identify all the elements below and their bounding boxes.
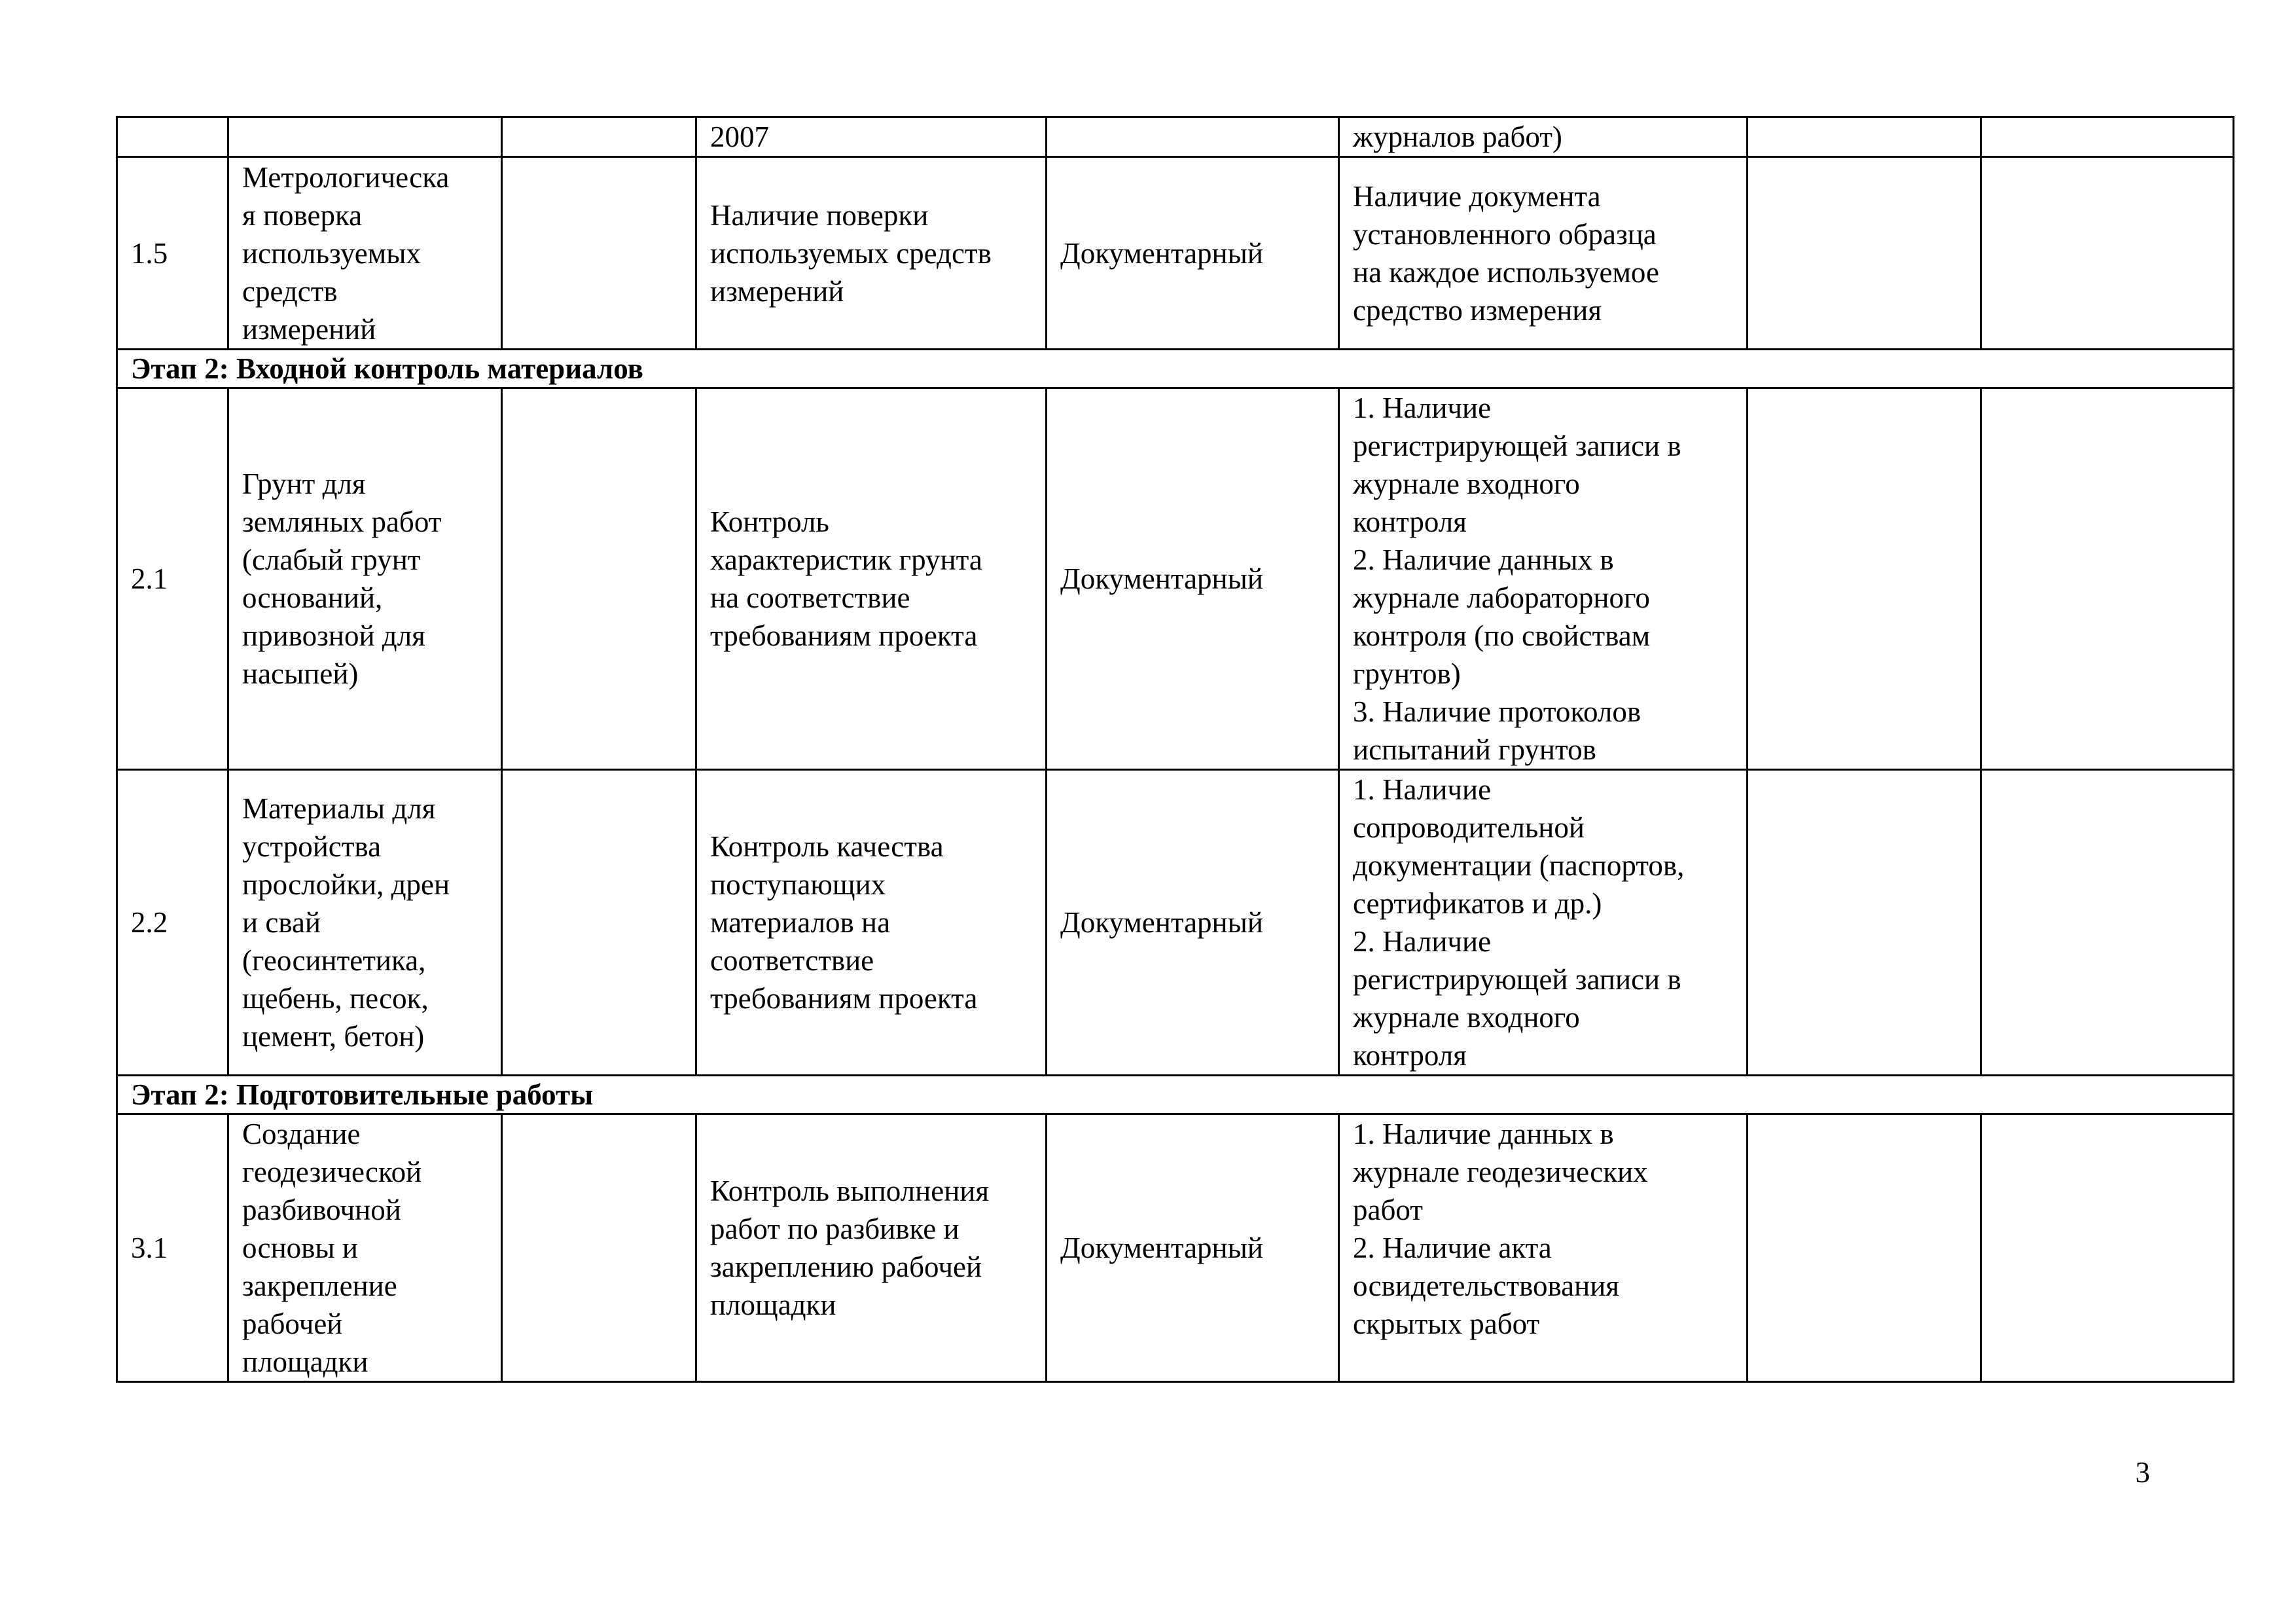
control-cell: Контроль выполнения работ по разбивке и закреплению рабочей площадки (696, 1114, 1047, 1382)
method-cell: Документарный (1047, 157, 1339, 350)
empty-cell (1981, 388, 2234, 770)
method-cell (1047, 117, 1339, 157)
control-cell: 2007 (696, 117, 1047, 157)
result-cell: журналов работ) (1339, 117, 1748, 157)
result-cell: Наличие документа установленного образца на каждое используемое средство измерения (1339, 157, 1748, 350)
empty-cell (502, 117, 696, 157)
row-number-cell (117, 117, 228, 157)
inspection-table (116, 116, 2234, 1383)
empty-cell (1981, 770, 2234, 1076)
item-cell: Грунт для земляных работ (слабый грунт оснований, привозной для насыпей) (228, 388, 502, 770)
method-cell: Документарный (1047, 388, 1339, 770)
method-cell: Документарный (1047, 770, 1339, 1076)
table-row (117, 770, 2234, 1076)
control-cell: Контроль качества поступающих материалов на соответствие требованиям проекта (696, 770, 1047, 1076)
result-cell: 1. Наличие данных в журнале геодезических работ 2. Наличие акта освидетельствования скрытых работ (1339, 1114, 1748, 1382)
empty-cell (1981, 1114, 2234, 1382)
empty-cell (1748, 157, 1981, 350)
empty-cell (1748, 1114, 1981, 1382)
row-number-cell: 2.2 (117, 770, 228, 1076)
row-number-cell: 1.5 (117, 157, 228, 350)
table-row (117, 1114, 2234, 1382)
row-number-cell: 3.1 (117, 1114, 228, 1382)
empty-cell (502, 1114, 696, 1382)
control-cell: Наличие поверки используемых средств измерений (696, 157, 1047, 350)
item-cell: Метрологическа я поверка используемых средств измерений (228, 157, 502, 350)
empty-cell (502, 388, 696, 770)
table-row (117, 157, 2234, 350)
item-cell: Материалы для устройства прослойки, дрен и свай (геосинтетика, щебень, песок, цемент, бетон) (228, 770, 502, 1076)
stage-header-row (117, 1076, 2234, 1114)
stage-header-row (117, 350, 2234, 388)
stage-header: Этап 2: Входной контроль материалов (117, 350, 2234, 388)
table-row (117, 388, 2234, 770)
row-number-cell: 2.1 (117, 388, 228, 770)
empty-cell (1748, 770, 1981, 1076)
stage-header: Этап 2: Подготовительные работы (117, 1076, 2234, 1114)
table-row-continuation (117, 117, 2234, 157)
result-cell: 1. Наличие сопроводительной документации (паспортов, сертификатов и др.) 2. Наличие регистрирующей записи в журнале входного контроля (1339, 770, 1748, 1076)
item-cell: Создание геодезической разбивочной основы и закрепление рабочей площадки (228, 1114, 502, 1382)
page-number: 3 (2135, 1456, 2150, 1489)
empty-cell (1748, 388, 1981, 770)
result-cell: 1. Наличие регистрирующей записи в журнале входного контроля 2. Наличие данных в журнале лабораторного контроля (по свойствам грунтов) 3. Наличие протоколов испытаний грунтов (1339, 388, 1748, 770)
empty-cell (1981, 117, 2234, 157)
control-cell: Контроль характеристик грунта на соответствие требованиям проекта (696, 388, 1047, 770)
empty-cell (1981, 157, 2234, 350)
method-cell: Документарный (1047, 1114, 1339, 1382)
item-cell (228, 117, 502, 157)
empty-cell (502, 157, 696, 350)
empty-cell (502, 770, 696, 1076)
empty-cell (1748, 117, 1981, 157)
